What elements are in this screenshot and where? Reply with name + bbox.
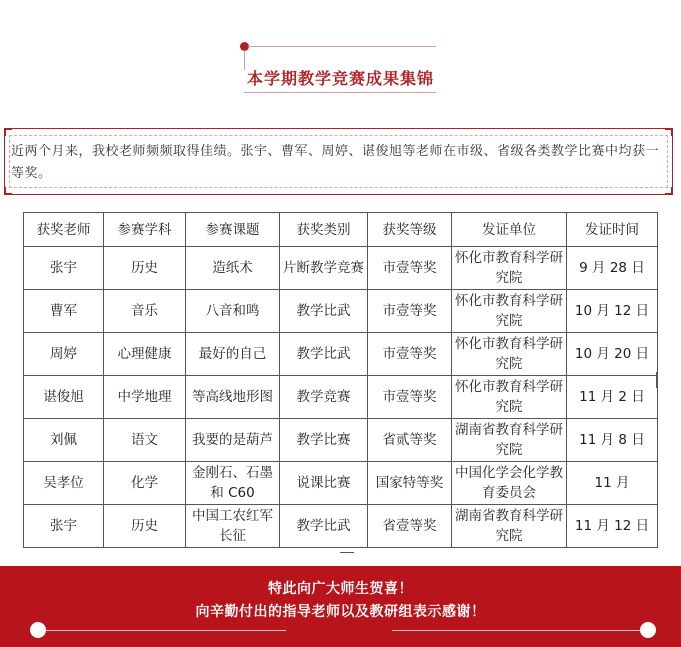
cell-level: 市壹等奖 <box>368 290 452 333</box>
page-title: 本学期教学竞赛成果集锦 <box>246 69 434 88</box>
corner-ornament-icon <box>4 128 12 136</box>
cell-level: 国家特等奖 <box>368 462 452 505</box>
cell-category: 教学比武 <box>280 290 368 333</box>
cell-date: 10 月 20 日 <box>567 333 658 376</box>
cell-category: 教学比武 <box>280 505 368 548</box>
table-row <box>24 333 658 376</box>
cell-subject: 语文 <box>104 419 186 462</box>
cell-subject: 历史 <box>104 247 186 290</box>
cell-topic: 造纸术 <box>186 247 280 290</box>
table-row <box>24 247 658 290</box>
cell-date: 11 月 <box>567 462 658 505</box>
cell-teacher: 周婷 <box>24 333 104 376</box>
header-cell-teacher: 获奖老师 <box>24 213 104 247</box>
cell-level: 省贰等奖 <box>368 419 452 462</box>
cell-subject: 化学 <box>104 462 186 505</box>
cell-issuer: 怀化市教育科学研究院 <box>452 376 567 419</box>
header-cell-level: 获奖等级 <box>368 213 452 247</box>
cell-teacher: 张宇 <box>24 505 104 548</box>
cell-teacher: 吴孝位 <box>24 462 104 505</box>
cell-category: 说课比赛 <box>280 462 368 505</box>
decorative-circle-icon <box>30 622 46 638</box>
title-underline <box>244 92 436 93</box>
banner-line-thanks: 向辛勤付出的指导老师以及教研组表示感谢！ <box>195 604 486 620</box>
banner-divider <box>40 630 286 631</box>
header-cell-subject: 参赛学科 <box>104 213 186 247</box>
cell-level: 省壹等奖 <box>368 505 452 548</box>
cell-topic: 我要的是葫芦 <box>186 419 280 462</box>
table-under-mark <box>340 552 354 553</box>
cell-category: 教学比武 <box>280 333 368 376</box>
cell-issuer: 湖南省教育科学研究院 <box>452 419 567 462</box>
cell-level: 市壹等奖 <box>368 247 452 290</box>
cell-issuer: 怀化市教育科学研究院 <box>452 247 567 290</box>
cell-date: 10 月 12 日 <box>567 290 658 333</box>
table-header-row <box>24 213 658 247</box>
table-row <box>24 505 658 548</box>
cell-topic: 等高线地形图 <box>186 376 280 419</box>
cell-topic: 八音和鸣 <box>186 290 280 333</box>
cell-teacher: 谌俊旭 <box>24 376 104 419</box>
cell-level: 市壹等奖 <box>368 333 452 376</box>
table-row <box>24 376 658 419</box>
table-edge-mark <box>656 372 658 388</box>
table-row <box>24 462 658 505</box>
cell-category: 片断教学竞赛 <box>280 247 368 290</box>
corner-ornament-icon <box>665 128 673 136</box>
awards-table <box>23 212 658 548</box>
header-cell-category: 获奖类别 <box>280 213 368 247</box>
cell-topic: 最好的自己 <box>186 333 280 376</box>
congratulation-banner <box>0 566 681 647</box>
cell-issuer: 中国化学会化学教育委员会 <box>452 462 567 505</box>
banner-line-congrats: 特此向广大师生贺喜！ <box>268 581 413 597</box>
cell-subject: 中学地理 <box>104 376 186 419</box>
cell-subject: 历史 <box>104 505 186 548</box>
banner-divider <box>392 630 642 631</box>
cell-subject: 心理健康 <box>104 333 186 376</box>
cell-date: 11 月 8 日 <box>567 419 658 462</box>
decorative-circle-icon <box>640 622 656 638</box>
cell-issuer: 怀化市教育科学研究院 <box>452 333 567 376</box>
cell-teacher: 刘佩 <box>24 419 104 462</box>
table-row <box>24 419 658 462</box>
cell-date: 9 月 28 日 <box>567 247 658 290</box>
cell-topic: 中国工农红军长征 <box>186 505 280 548</box>
cell-issuer: 湖南省教育科学研究院 <box>452 505 567 548</box>
header-cell-topic: 参赛课题 <box>186 213 280 247</box>
cell-teacher: 张宇 <box>24 247 104 290</box>
cell-category: 教学竞赛 <box>280 376 368 419</box>
corner-ornament-icon <box>4 187 12 195</box>
cell-category: 教学比赛 <box>280 419 368 462</box>
cell-date: 11 月 12 日 <box>567 505 658 548</box>
cell-date: 11 月 2 日 <box>567 376 658 419</box>
cell-topic: 金刚石、石墨和 C60 <box>186 462 280 505</box>
cell-issuer: 怀化市教育科学研究院 <box>452 290 567 333</box>
table-row <box>24 290 658 333</box>
decorative-line <box>248 46 436 47</box>
header-cell-date: 发证时间 <box>567 213 658 247</box>
cell-teacher: 曹军 <box>24 290 104 333</box>
intro-text: 近两个月来，我校老师频频取得佳绩。张宇、曹军、周婷、谌俊旭等老师在市级、省级各类教学比赛中均获一等奖。 <box>11 144 660 181</box>
cell-level: 市壹等奖 <box>368 376 452 419</box>
cell-subject: 音乐 <box>104 290 186 333</box>
corner-ornament-icon <box>665 187 673 195</box>
header-cell-issuer: 发证单位 <box>452 213 567 247</box>
